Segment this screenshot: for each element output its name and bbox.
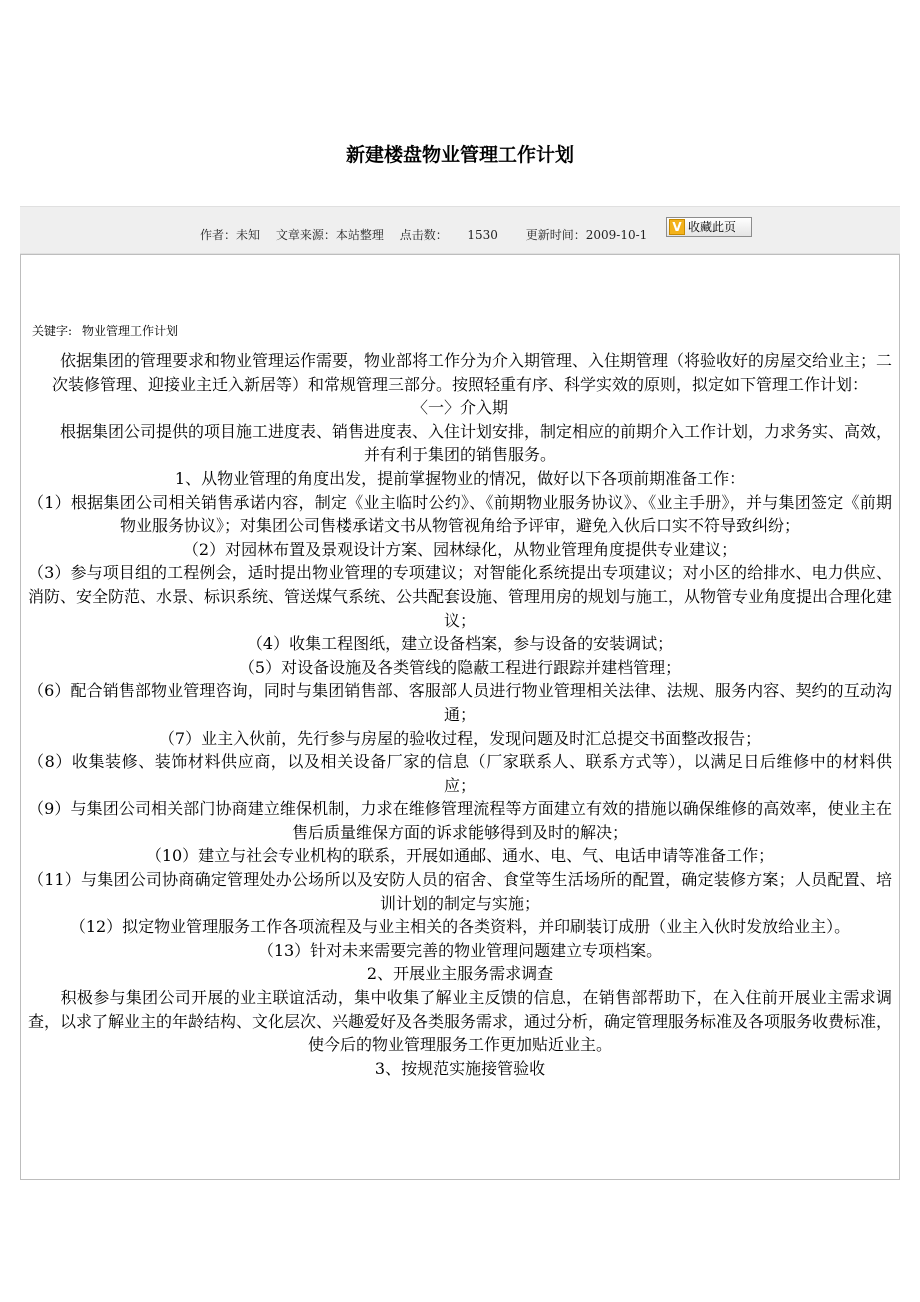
paragraph: 根据集团公司提供的项目施工进度表、销售进度表、入住计划安排，制定相应的前期介入工作计划，力求务实、高效，并有利于集团的销售服务。 — [28, 421, 893, 465]
list-item: （6）配合销售部物业管理咨询，同时与集团销售部、客服部人员进行物业管理相关法律、法规、服务内容、契约的互动沟通； — [28, 681, 892, 724]
hit-count — [400, 228, 510, 242]
paragraph: 积极参与集团公司开展的业主联谊活动，集中收集了解业主反馈的信息，在销售部帮助下，在入住前开展业主需求调查，以求了解业主的年龄结构、文化层次、兴趣爱好及各类服务需求，通过分析，确定管理服务标准及各项服务收费标准，使今后的物业管理服务工作更加贴近业主。 — [28, 988, 893, 1055]
source: 文章来源：本站整理 — [275, 228, 384, 242]
section-heading: 〈一〉介入期 — [411, 398, 508, 418]
subsection-heading: 3、按规范实施接管验收 — [374, 1058, 546, 1078]
list-item: （12）拟定物业管理服务工作各项流程及与业主相关的各类资料，并印刷装订成册（业主入伙时发放给业主）。 — [69, 917, 851, 937]
list-item: （5）对设备设施及各类管线的隐蔽工程进行跟踪并建档管理； — [238, 657, 682, 677]
keywords-value: 物业管理工作计划 — [82, 324, 179, 338]
list-item: （7）业主入伙前，先行参与房屋的验收过程，发现问题及时汇总提交书面整改报告； — [158, 728, 762, 748]
page-title: 新建楼盘物业管理工作计划 — [345, 143, 574, 166]
article-content — [20, 254, 900, 1180]
keywords — [32, 323, 178, 339]
bookmark-v-icon: V — [669, 219, 685, 235]
list-item: （11）与集团公司协商确定管理处办公场所以及安防人员的宿舍、食堂等生活场所的配置，确定装修方案；人员配置、培训计划的制定与实施； — [28, 870, 892, 913]
paragraph: 依据集团的管理要求和物业管理运作需要，物业部将工作分为介入期管理、入住期管理（将验收好的房屋交给业主；二次装修管理、迎接业主迁入新居等）和常规管理三部分。按照轻重有序、科学实效的原则，拟定如下管理工作计划： — [28, 351, 893, 394]
article-meta — [200, 227, 659, 243]
update-time: 更新时间：2009-10-1 — [525, 228, 648, 242]
list-item: （8）收集装修、装饰材料供应商，以及相关设备厂家的信息（厂家联系人、联系方式等），以满足日后维修中的材料供应； — [28, 752, 892, 795]
article-meta-bar — [20, 206, 900, 254]
list-item: （1）根据集团公司相关销售承诺内容，制定《业主临时公约》、《前期物业服务协议》、《业主手册》，并与集团签定《前期物业服务协议》；对集团公司售楼承诺文书从物管视角给予评审，避免入伙后口实不符导致纠纷； — [28, 492, 892, 536]
bookmark-page-button[interactable] — [666, 217, 752, 237]
hit-count-label: 点击数： — [399, 228, 448, 242]
list-item: （2）对园林布置及景观设计方案、园林绿化，从物业管理角度提供专业建议； — [182, 539, 738, 559]
subsection-heading: 2、开展业主服务需求调查 — [366, 964, 554, 984]
list-item: （10）建立与社会专业机构的联系，开展如通邮、通水、电、气、电话申请等准备工作； — [145, 846, 775, 866]
list-item: （13）针对未来需要完善的物业管理问题建立专项档案。 — [257, 940, 663, 960]
hit-count-value: 1530 — [467, 228, 498, 242]
list-item: （3）参与项目组的工程例会，适时提出物业管理的专项建议；对智能化系统提出专项建议；对小区的给排水、电力供应、消防、安全防范、水景、标识系统、管送煤气系统、公共配套设施、管理用房的规划与施工，从物管专业角度提出合理化建议； — [28, 563, 893, 630]
list-item: （4）收集工程图纸，建立设备档案，参与设备的安装调试； — [246, 634, 674, 654]
keywords-label: 关键字: — [32, 324, 73, 338]
subsection-heading: 1、从物业管理的角度出发，提前掌握物业的情况，做好以下各项前期准备工作： — [174, 468, 746, 488]
list-item: （9）与集团公司相关部门协商建立维保机制，力求在维修管理流程等方面建立有效的措施以确保维修的高效率，使业主在售后质量维保方面的诉求能够得到及时的解决； — [28, 799, 892, 842]
bookmark-page-label: 收藏此页 — [688, 220, 737, 234]
author: 作者：未知 — [200, 228, 261, 242]
article-body — [28, 349, 892, 1080]
